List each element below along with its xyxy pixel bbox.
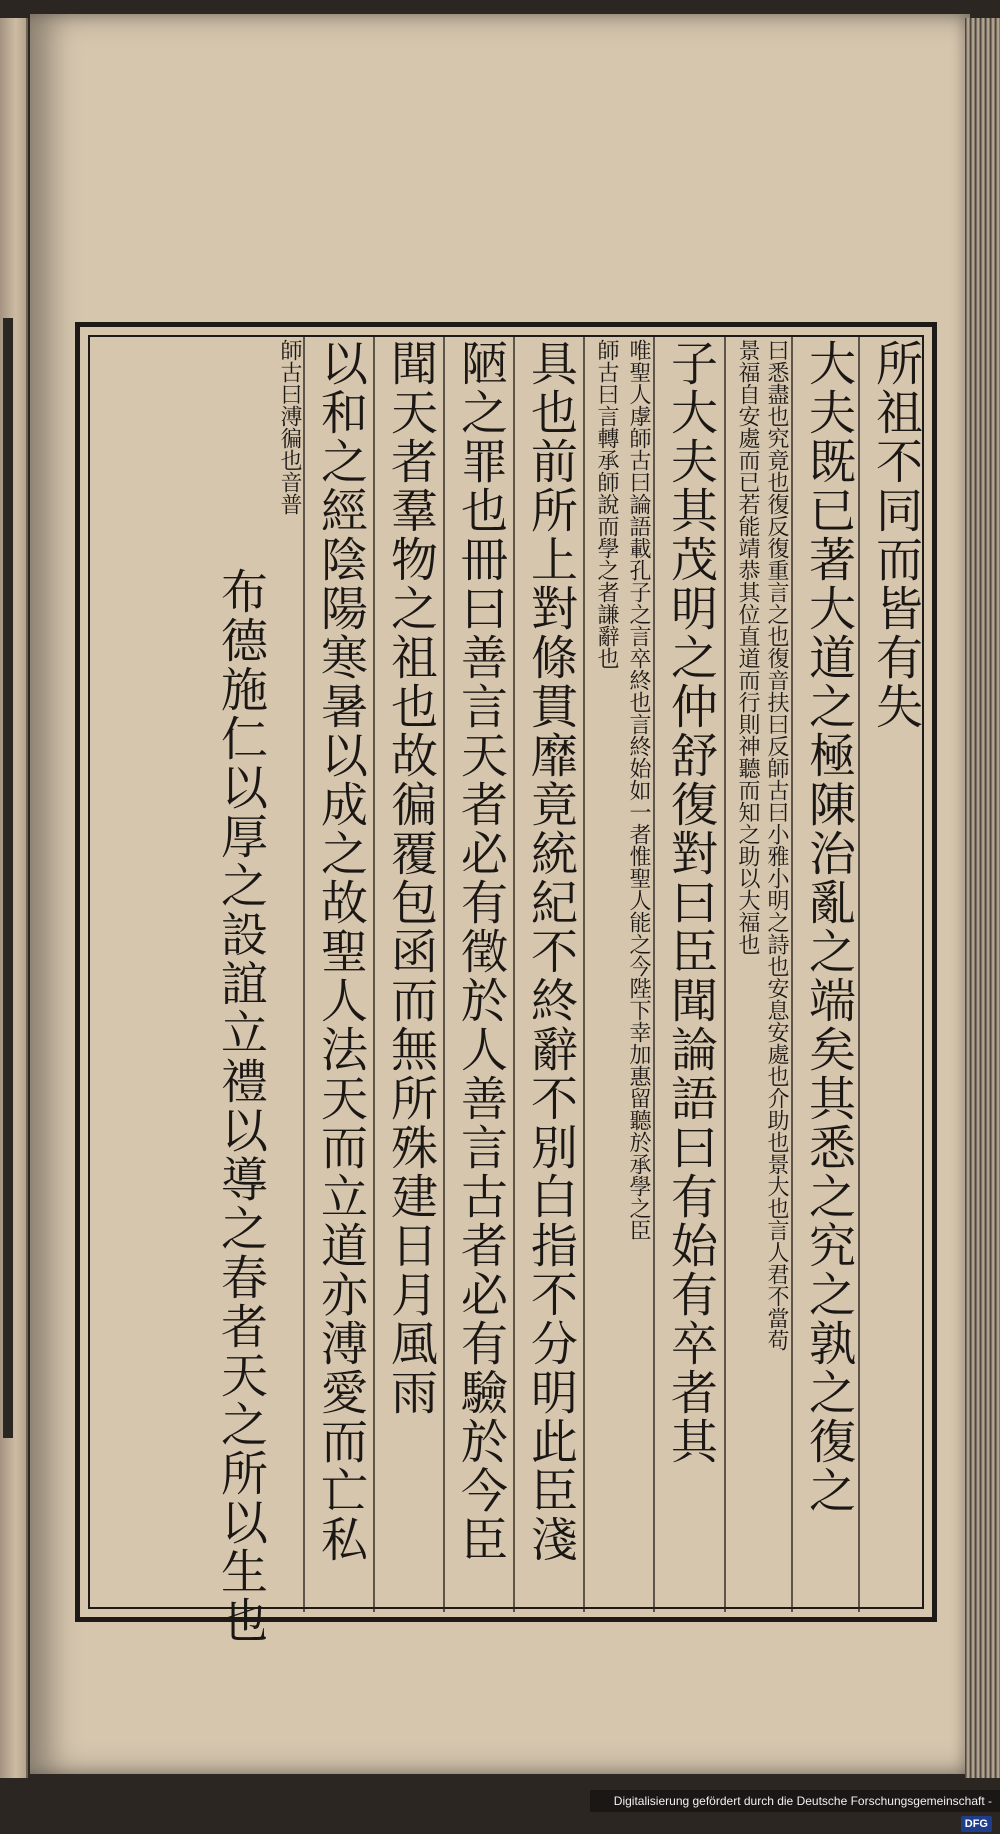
text-column-2: 大夫既已著大道之極陳治亂之端矣其悉之究之孰之復之: [801, 339, 856, 1515]
column-rule: [653, 337, 655, 1612]
page-stack-edge: [965, 18, 1000, 1778]
column-rule: [858, 337, 860, 1612]
column-rule: [791, 337, 793, 1612]
digitization-credit-text: Digitalisierung gefördert durch die Deutsche Forschungsgemeinschaft -: [613, 1794, 992, 1808]
column-rule: [583, 337, 585, 1612]
column-rule: [443, 337, 445, 1612]
commentary-column-1: 曰悉盡也究竟也復反復重言之也復音扶曰反師古曰小雅小明之詩也安息安處也介助也景大也言人君不當苟: [764, 339, 789, 1351]
dfg-logo: DFG: [961, 1816, 992, 1832]
text-column-7: 以和之經陰陽寒暑以成之故聖人法天而立道亦溥愛而亡私: [313, 339, 368, 1564]
text-column-6: 聞天者羣物之祖也故徧覆包函而無所殊建日月風雨: [383, 339, 438, 1417]
column-rule: [724, 337, 726, 1612]
text-column-4: 具也前所上對條貫靡竟統紀不終辭不別白指不分明此臣淺: [523, 339, 578, 1564]
column-rule: [303, 337, 305, 1612]
text-column-1: 所祖不同而皆有失: [868, 339, 923, 731]
digitization-credit-bar: [590, 1790, 1000, 1830]
commentary-column-5: 師古曰溥徧也音普: [277, 339, 302, 515]
text-column-5: 陋之罪也冊曰善言天者必有徵於人善言古者必有驗於今臣: [453, 339, 508, 1564]
column-rule: [513, 337, 515, 1612]
commentary-column-2: 景福自安處而已若能靖恭其位直道而行則神聽而知之助以大福也: [735, 339, 760, 955]
text-column-3: 子大夫其茂明之仲舒復對曰臣聞論語曰有始有卒者其: [663, 339, 718, 1466]
commentary-column-4: 師古曰言轉承師說而學之者謙辭也: [594, 339, 619, 669]
facing-page-edge: [0, 18, 28, 1778]
text-column-8: 布德施仁以厚之設誼立禮以導之春者天之所以生也: [213, 567, 268, 1645]
facing-page-border-fragment: [3, 318, 13, 1438]
column-rule: [373, 337, 375, 1612]
text-frame: [75, 322, 937, 1645]
commentary-column-3: 唯聖人虖師古曰論語載孔子之言卒終也言終始如一者惟聖人能之今陛下幸加惠留聽於承學之臣: [626, 339, 651, 1241]
